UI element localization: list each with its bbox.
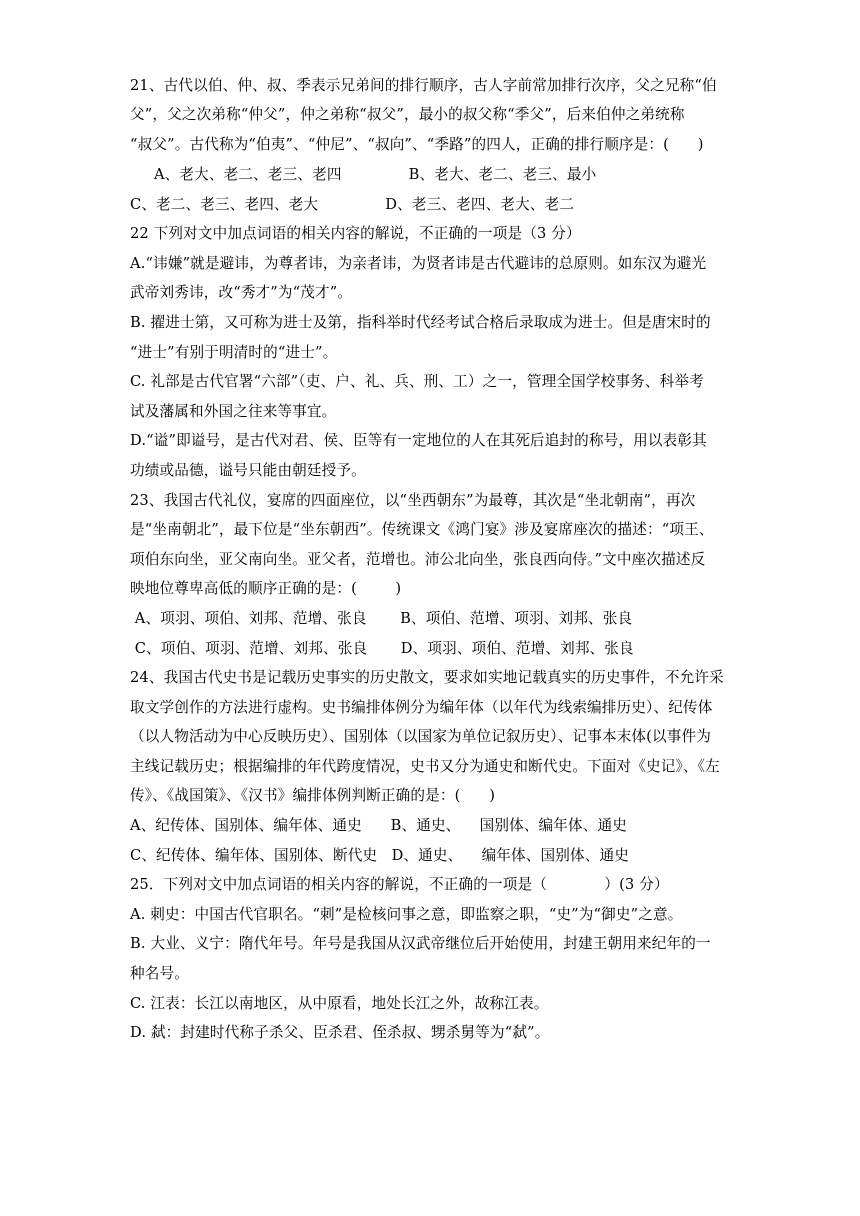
q24-text-line-4: 主线记载历史；根据编排的年代跨度情况，史书又分为通史和断代史。下面对《史记》、《左: [130, 758, 720, 775]
q22-option-d-line-1: D.“谥”即谥号，是古代对君、侯、臣等有一定地位的人在其死后追封的称号，用以表彰其: [130, 432, 707, 449]
q22-title: 22 下列对文中加点词语的相关内容的解说，不正确的一项是（3 分）: [130, 225, 581, 242]
q22-option-b-line-1: B. 擢进士第，又可称为进士及第，指科举时代经考试合格后录取成为进士。但是唐宋时的: [130, 314, 711, 331]
q21-options-cd: C、老二、老三、老四、老大 D、老三、老四、老大、老二: [130, 196, 575, 213]
q23-text-line-1: 23、我国古代礼仪，宴席的四面座位，以“坐西朝东”为最尊，其次是“坐北朝南”，再次: [130, 492, 696, 509]
q24-options-ab: A、纪传体、国别体、编年体、通史 B、通史、 国别体、编年体、通史: [130, 817, 628, 834]
q22-option-c-line-2: 试及藩属和外国之往来等事宜。: [130, 403, 337, 420]
q24-text-line-5: 传》、《战国策》、《汉书》编排体例判断正确的是：( ): [130, 787, 496, 804]
q23-options-ab: A、项羽、项伯、刘邦、范增、张良 B、项伯、范增、项羽、刘邦、张良: [130, 610, 633, 627]
q24-text-line-1: 24、我国古代史书是记载历史事实的历史散文，要求如实地记载真实的历史事件，不允许采: [130, 669, 724, 686]
q24-text-line-2: 取文学创作的方法进行虚构。史书编排体例分为编年体（以年代为线索编排历史）、纪传体: [130, 699, 713, 716]
q22-option-a-line-2: 武帝刘秀讳，改“秀才”为“茂才”。: [130, 284, 353, 301]
q22-option-b-line-2: “进士”有别于明清时的“进士”。: [130, 344, 338, 361]
q21-text-line-3: “叔父”。古代称为“伯夷”、“仲尼”、“叔向”、“季路”的四人，正确的排行顺序是：( ): [130, 136, 704, 153]
q25-option-c: C. 江表：长江以南地区，从中原看，地处长江之外，故称江表。: [130, 995, 549, 1012]
q25-option-a: A. 刺史：中国古代官职名。“刺”是检核问事之意，即监察之职，“史”为“御史”之意。: [130, 906, 683, 923]
q22-option-a-line-1: A.“讳嫌”就是避讳，为尊者讳，为亲者讳，为贤者讳是古代避讳的总原则。如东汉为避光: [130, 255, 707, 272]
q25-option-b-line-2: 种名号。: [130, 965, 189, 982]
q25-option-b-line-1: B. 大业、义宁：隋代年号。年号是我国从汉武帝继位后开始使用，封建王朝用来纪年的一: [130, 935, 711, 952]
q22-option-c-line-1: C. 礼部是古代官署“六部”（吏、户、礼、兵、刑、工）之一，管理全国学校事务、科举考: [130, 373, 704, 390]
q23-options-cd: C、项伯、项羽、范增、刘邦、张良 D、项羽、项伯、范增、刘邦、张良: [130, 640, 634, 657]
q22-option-d-line-2: 功绩或品德，谥号只能由朝廷授予。: [130, 462, 366, 479]
q24-text-line-3: （以人物活动为中心反映历史）、国别体（以国家为单位记叙历史）、记事本末体(以事件为: [130, 728, 711, 745]
q21-text-line-1: 21、古代以伯、仲、叔、季表示兄弟间的排行顺序，古人字前常加排行次序，父之兄称“伯: [130, 77, 717, 94]
q23-text-line-4: 映地位尊卑高低的顺序正确的是：( ): [130, 580, 402, 597]
q25-title: 25．下列对文中加点词语的相关内容的解说，不正确的一项是（ ）(3 分）: [130, 876, 669, 893]
q23-text-line-3: 项伯东向坐，亚父南向坐。亚父者，范增也。沛公北向坐，张良西向侍。”文中座次描述反: [130, 551, 706, 568]
q21-options-ab: A、老大、老二、老三、老四 B、老大、老二、老三、最小: [130, 166, 597, 183]
q21-text-line-2: 父”，父之次弟称“仲父”，仲之弟称“叔父”，最小的叔父称“季父”，后来伯仲之弟统称: [130, 106, 685, 123]
q25-option-d: D. 弑：封建时代称子杀父、臣杀君、侄杀叔、甥杀舅等为“弑”。: [130, 1024, 550, 1041]
q24-options-cd: C、纪传体、编年体、国别体、断代史 D、通史、 编年体、国别体、通史: [130, 847, 630, 864]
q23-text-line-2: 是“坐南朝北”，最下位是“坐东朝西”。传统课文《鸿门宴》涉及宴席座次的描述：“项王、: [130, 521, 714, 538]
